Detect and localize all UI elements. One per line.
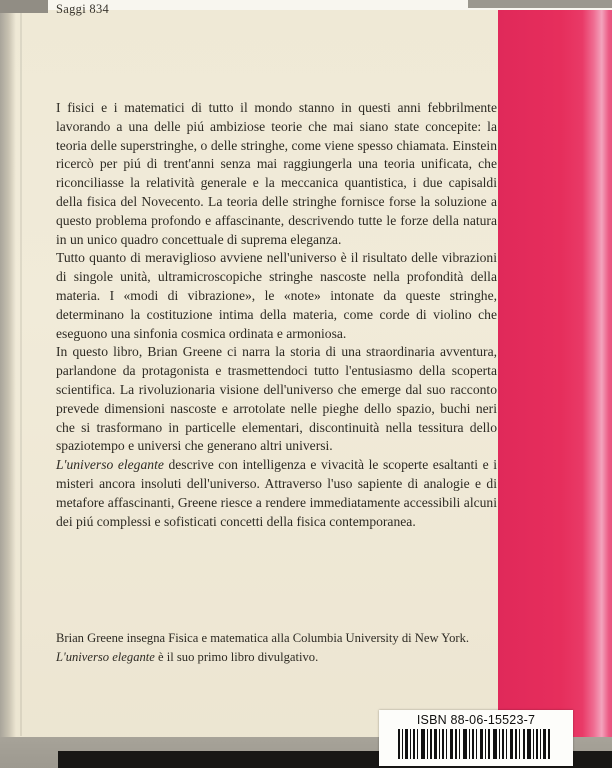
scan-left-edge bbox=[0, 0, 16, 768]
author-note-text: Brian Greene insegna Fisica e matematica alla Columbia University di New York. bbox=[56, 631, 470, 645]
book-title-italic: L'universo elegante bbox=[56, 457, 164, 473]
paragraph-4-text: descrive con intelligenza e vivacità le scoperte esaltanti e i misteri ancora insoluti dell'universo. Attraverso l'uso sapiente di analogie e di metafore affascinanti, Greene riesce a rendere immediatamente accessibili alcuni dei piú complessi e sofisticati concetti della fisica contemporanea. bbox=[56, 457, 497, 529]
cover-crease-line bbox=[20, 10, 22, 736]
paragraph-3: In questo libro, Brian Greene ci narra la storia di una straordinaria avventura, parlandone da protagonista e trasmettendoci tutto l'entusiasmo della scoperta scientifica. La rivoluzionaria visione dell'universo che emerge dal suo racconto prevede dimensioni nascoste e arrotolate nelle pieghe dello spazio, buchi neri che si trasformano in particelle elementari, discontinuità nella tessitura dello spaziotempo e universi che generano altri universi. bbox=[56, 344, 497, 454]
back-cover-text bbox=[56, 99, 497, 531]
paragraph-4 bbox=[56, 456, 497, 531]
scan-corner-top-left bbox=[0, 0, 48, 13]
author-note-title-italic: L'universo elegante bbox=[56, 650, 155, 664]
scan-corner-top-right bbox=[468, 0, 612, 8]
author-note-text-2: è il suo primo libro divulgativo. bbox=[154, 650, 319, 664]
barcode bbox=[398, 729, 554, 759]
author-note bbox=[56, 629, 497, 667]
isbn-box bbox=[379, 710, 573, 766]
series-label: Saggi 834 bbox=[56, 2, 110, 16]
paragraph-2: Tutto quanto di meraviglioso avviene nell'universo è il risultato delle vibrazioni di singole unità, ultramicroscopiche stringhe nascoste nella profondità della materia. I «modi di vibrazione», le «note» intonate da queste stringhe, determinano la costituzione intima della materia, come corde di violino che eseguono una sinfonia cosmica ordinata e armoniosa. bbox=[56, 250, 497, 341]
isbn-label: ISBN 88-06-15523-7 bbox=[416, 713, 536, 727]
spine-color-band bbox=[498, 8, 612, 741]
paragraph-1: I fisici e i matematici di tutto il mondo stanno in questi anni febbrilmente lavorando a una delle piú ambiziose teorie che mai siano state concepite: la teoria delle superstringhe, o delle stringhe, come viene spesso chiamata. Einstein ricercò per piú di trent'anni senza mai raggiungerla una teoria unificata, che riconciliasse la relatività generale e la meccanica quantistica, i due capisaldi della fisica del Novecento. La teoria delle stringhe fornisce forse la soluzione a questo problema profondo e affascinante, descrivendo tutte le forze della natura in un unico quadro concettuale di suprema eleganza. bbox=[56, 100, 497, 247]
